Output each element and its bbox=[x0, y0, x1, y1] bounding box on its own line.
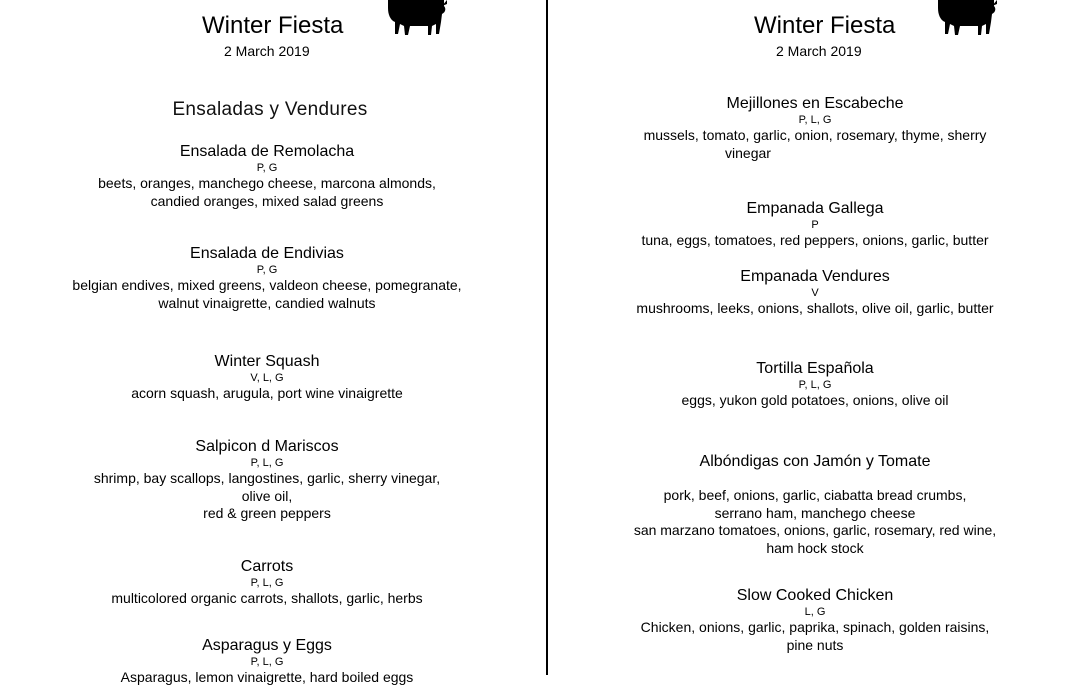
description-line: tuna, eggs, tomatoes, red peppers, onions, garlic, butter bbox=[641, 232, 989, 248]
dish-tags: P, G bbox=[256, 264, 278, 276]
dish-description bbox=[545, 392, 1080, 410]
dish-name: Salpicon d Mariscos bbox=[195, 438, 339, 455]
description-line: ham hock stock bbox=[766, 539, 864, 556]
dish-name: Asparagus y Eggs bbox=[202, 637, 332, 654]
dish bbox=[0, 244, 537, 312]
description-line: acorn squash, arugula, port wine vinaigrette bbox=[131, 385, 403, 401]
menu-page-left bbox=[0, 0, 540, 685]
description-line: Chicken, onions, garlic, paprika, spinach, golden raisins, bbox=[640, 619, 990, 635]
description-line: serrano ham, manchego cheese bbox=[714, 504, 916, 521]
dish-description bbox=[545, 300, 1080, 318]
description-line: shrimp, bay scallops, langostines, garlic, sherry vinegar, bbox=[93, 470, 441, 486]
description-line: vinegar bbox=[725, 144, 771, 161]
section-heading: Ensaladas y Vendures bbox=[172, 99, 368, 120]
dish-description bbox=[0, 470, 537, 523]
dish-name: Tortilla Española bbox=[756, 360, 874, 377]
description-line: olive oil, bbox=[241, 487, 293, 504]
dish bbox=[0, 557, 537, 608]
dish bbox=[0, 142, 537, 210]
bull-silhouette-icon bbox=[934, 0, 998, 38]
dish-description bbox=[0, 277, 537, 312]
dish-tags: P, L, G bbox=[250, 577, 284, 589]
dish-tags: P, G bbox=[256, 162, 278, 174]
description-line: san marzano tomatoes, onions, garlic, rosemary, red wine, bbox=[633, 522, 997, 538]
description-line: Asparagus, lemon vinaigrette, hard boiled eggs bbox=[120, 669, 414, 685]
bull-silhouette-icon bbox=[384, 0, 448, 38]
dish bbox=[0, 636, 537, 687]
dish bbox=[0, 352, 537, 403]
dish bbox=[545, 199, 1080, 250]
description-line: red & green peppers bbox=[203, 505, 331, 521]
dish bbox=[545, 267, 1080, 318]
dish-description bbox=[0, 669, 537, 687]
dish-name: Winter Squash bbox=[214, 353, 320, 370]
page-header bbox=[0, 12, 540, 62]
menu-title: Winter Fiesta bbox=[754, 12, 896, 39]
dish-tags: V, L, G bbox=[250, 372, 284, 384]
dish bbox=[545, 586, 1080, 654]
description-line: pork, beef, onions, garlic, ciabatta bread crumbs, bbox=[663, 487, 967, 503]
dish-description bbox=[545, 487, 1080, 557]
dish-tags: P, L, G bbox=[798, 114, 832, 126]
dish bbox=[545, 359, 1080, 410]
dish-description bbox=[545, 127, 1080, 162]
dish-description bbox=[545, 232, 1080, 250]
dish-description bbox=[0, 590, 537, 608]
dish-tags: P, L, G bbox=[250, 457, 284, 469]
dish-name: Empanada Gallega bbox=[746, 200, 884, 217]
dish-tags bbox=[545, 471, 1080, 487]
dish-name: Albóndigas con Jamón y Tomate bbox=[699, 453, 931, 470]
dish bbox=[545, 452, 1080, 557]
dish bbox=[545, 94, 1080, 162]
dish-tags: V bbox=[811, 287, 819, 299]
dish-name: Ensalada de Remolacha bbox=[179, 143, 355, 160]
menu-title: Winter Fiesta bbox=[202, 12, 344, 39]
menu-page-right bbox=[548, 0, 1080, 675]
dish-name: Ensalada de Endivias bbox=[190, 245, 344, 262]
dish bbox=[0, 437, 537, 523]
description-line: eggs, yukon gold potatoes, onions, olive oil bbox=[681, 392, 949, 408]
dish-tags: P, L, G bbox=[250, 656, 284, 668]
description-line: beets, oranges, manchego cheese, marcona almonds, bbox=[98, 175, 436, 191]
dish-description bbox=[0, 385, 537, 403]
dish-tags: P, L, G bbox=[798, 379, 832, 391]
description-line: mushrooms, leeks, onions, shallots, olive oil, garlic, butter bbox=[636, 300, 994, 316]
dish-name: Slow Cooked Chicken bbox=[736, 587, 894, 604]
dish-name: Carrots bbox=[240, 558, 294, 575]
dish-name: Mejillones en Escabeche bbox=[726, 95, 904, 112]
description-line: walnut vinaigrette, candied walnuts bbox=[158, 294, 376, 311]
description-line: multicolored organic carrots, shallots, garlic, herbs bbox=[111, 590, 423, 606]
dish-description bbox=[0, 175, 537, 210]
description-line: mussels, tomato, garlic, onion, rosemary, thyme, sherry bbox=[643, 127, 987, 143]
description-line: belgian endives, mixed greens, valdeon cheese, pomegranate, bbox=[72, 277, 462, 293]
menu-date: 2 March 2019 bbox=[776, 43, 862, 59]
menu-date: 2 March 2019 bbox=[224, 43, 310, 59]
dish-description bbox=[545, 619, 1080, 654]
dish-tags: L, G bbox=[804, 606, 826, 618]
dish-name: Empanada Vendures bbox=[740, 268, 890, 285]
dish-tags: P bbox=[811, 219, 819, 231]
description-line: candied oranges, mixed salad greens bbox=[150, 192, 384, 209]
page-header bbox=[548, 12, 1080, 62]
description-line: pine nuts bbox=[786, 636, 844, 653]
